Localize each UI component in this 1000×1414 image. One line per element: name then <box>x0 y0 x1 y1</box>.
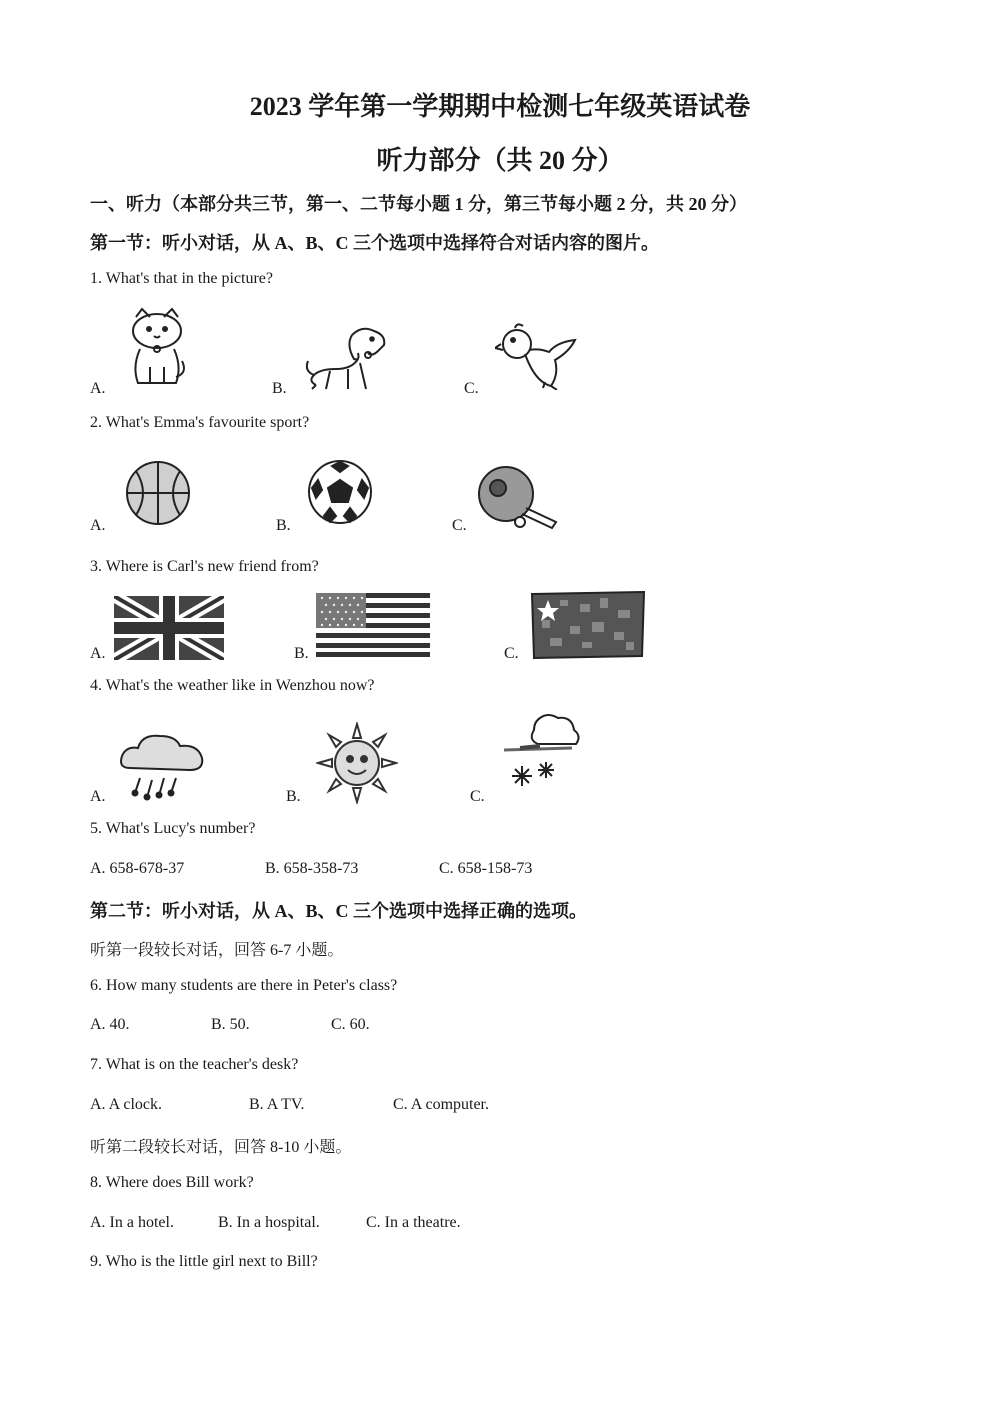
ping-pong-icon <box>476 464 562 532</box>
q5-option-a: A. 658-678-37 <box>90 860 185 877</box>
q7-option-b: B. A TV. <box>249 1096 305 1113</box>
us-flag-icon <box>316 593 430 657</box>
q3-option-b-label: B. <box>294 645 309 662</box>
basketball-icon <box>124 459 192 527</box>
q4-option-a-label: A. <box>90 788 106 805</box>
question-2: 2. What's Emma's favourite sport? <box>90 414 310 431</box>
question-3: 3. Where is Carl's new friend from? <box>90 558 319 575</box>
q6-option-b: B. 50. <box>211 1016 250 1033</box>
question-6: 6. How many students are there in Peter's class? <box>90 977 398 994</box>
q8-option-c: C. In a theatre. <box>366 1214 461 1231</box>
q1-option-a-label: A. <box>90 380 106 397</box>
q2-option-b-label: B. <box>276 517 291 534</box>
question-7: 7. What is on the teacher's desk? <box>90 1056 299 1073</box>
sun-icon <box>316 722 398 804</box>
question-9: 9. Who is the little girl next to Bill? <box>90 1253 318 1270</box>
q7-option-a: A. A clock. <box>90 1096 162 1113</box>
exam-title: 2023 学年第一学期期中检测七年级英语试卷 <box>249 92 751 121</box>
q1-option-b-label: B. <box>272 380 287 397</box>
rain-cloud-icon <box>118 732 206 806</box>
question-4: 4. What's the weather like in Wenzhou now? <box>90 677 375 694</box>
section2-intro-2: 听第二段较长对话，回答 8-10 小题。 <box>90 1139 352 1156</box>
question-8: 8. Where does Bill work? <box>90 1174 254 1191</box>
q4-option-c-label: C. <box>470 788 485 805</box>
soccer-ball-icon <box>306 458 374 526</box>
uk-flag-icon <box>114 596 224 660</box>
q3-option-a-label: A. <box>90 645 106 662</box>
q4-option-b-label: B. <box>286 788 301 805</box>
section2-intro-1: 听第一段较长对话，回答 6-7 小题。 <box>90 942 344 959</box>
question-1: 1. What's that in the picture? <box>90 270 273 287</box>
q5-option-c: C. 658-158-73 <box>439 860 533 877</box>
snow-icon <box>500 712 584 792</box>
q6-option-a: A. 40. <box>90 1016 130 1033</box>
q3-option-c-label: C. <box>504 645 519 662</box>
q2-option-a-label: A. <box>90 517 106 534</box>
q8-option-b: B. In a hospital. <box>218 1214 320 1231</box>
q2-option-c-label: C. <box>452 517 467 534</box>
dog-icon <box>302 325 390 391</box>
listening-subtitle: 听力部分（共 20 分） <box>376 146 624 175</box>
section1-heading: 第一节：听小对话，从 A、B、C 三个选项中选择符合对话内容的图片。 <box>90 233 660 253</box>
question-5: 5. What's Lucy's number? <box>90 820 256 837</box>
q7-option-c: C. A computer. <box>393 1096 489 1113</box>
part1-heading: 一、听力（本部分共三节，第一、二节每小题 1 分，第三节每小题 2 分，共 20 分） <box>90 194 747 214</box>
q6-option-c: C. 60. <box>331 1016 370 1033</box>
q1-option-c-label: C. <box>464 380 479 397</box>
section2-heading: 第二节：听小对话，从 A、B、C 三个选项中选择正确的选项。 <box>90 901 588 921</box>
q8-option-a: A. In a hotel. <box>90 1214 174 1231</box>
bird-icon <box>495 322 577 390</box>
q5-option-b: B. 658-358-73 <box>265 860 359 877</box>
china-flag-icon <box>530 590 646 660</box>
cat-icon <box>122 307 192 387</box>
